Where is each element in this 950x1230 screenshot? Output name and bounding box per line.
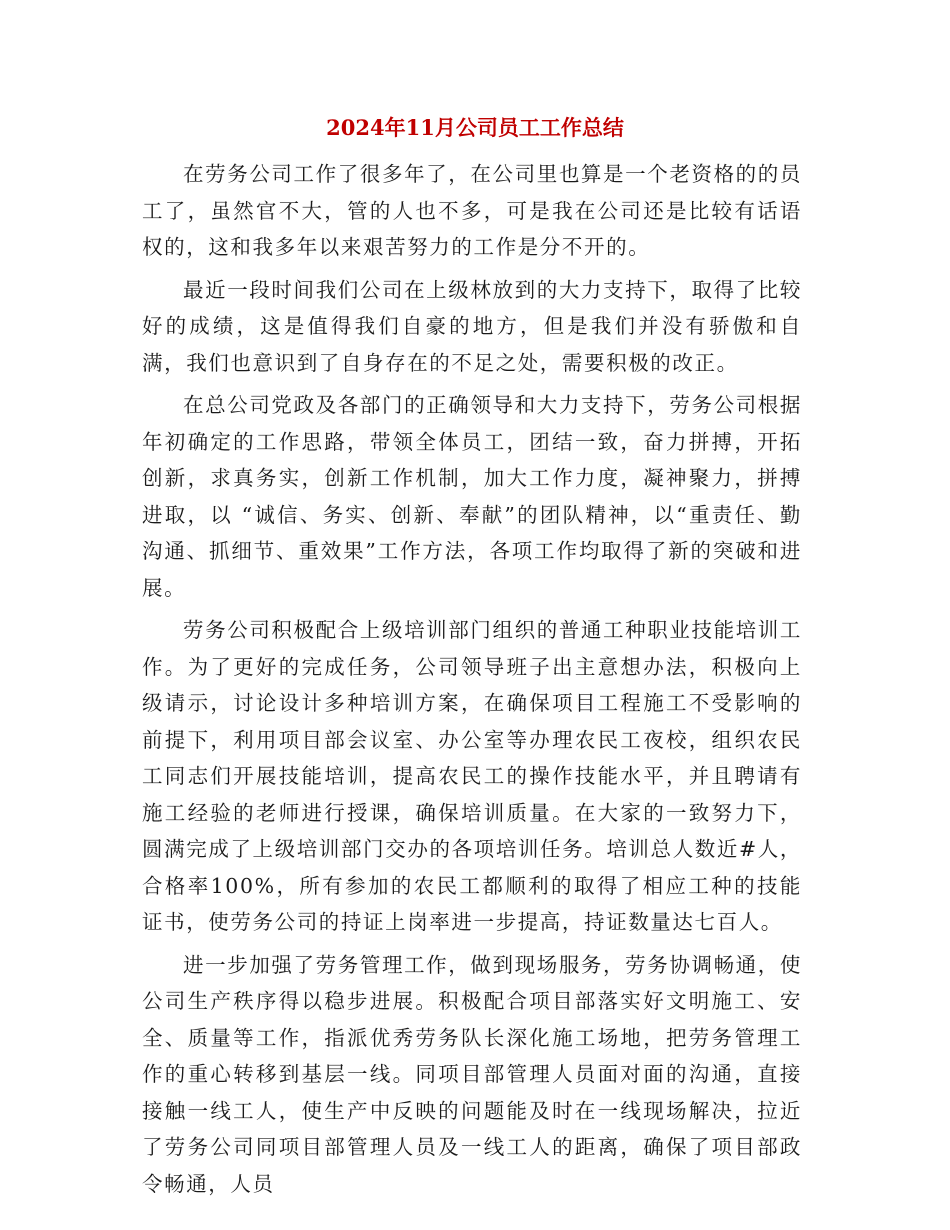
paragraph-3: 在总公司党政及各部门的正确领导和大力支持下，劳务公司根据年初确定的工作思路，带领全体员工，团结一致，奋力拼搏，开拓创新，求真务实，创新工作机制，加大工作力度，凝神聚力，拼搏进取，以 “诚信、务实、创新、奉献”的团队精神，以“重责任、勤沟通、抓细节、重效果”工作方法，各项工作均取得了新的突破和进展。 <box>142 393 802 600</box>
document-title: 2024年11月公司员工工作总结 <box>326 115 624 140</box>
paragraph-2: 最近一段时间我们公司在上级林放到的大力支持下，取得了比较好的成绩，这是值得我们自豪的地方，但是我们并没有骄傲和自满，我们也意识到了自身存在的不足之处，需要积极的改正。 <box>142 277 802 375</box>
paragraph-4: 劳务公司积极配合上级培训部门组织的普通工种职业技能培训工作。为了更好的完成任务，公司领导班子出主意想办法，积极向上级请示，讨论设计多种培训方案，在确保项目工程施工不受影响的前提下，利用项目部会议室、办公室等办理农民工夜校，组织农民工同志们开展技能培训，提高农民工的操作技能水平，并且聘请有施工经验的老师进行授课，确保培训质量。在大家的一致努力下，圆满完成了上级培训部门交办的各项培训任务。培训总人数近#人，合格率100%，所有参加的农民工都顺利的取得了相应工种的技能证书，使劳务公司的持证上岗率进一步提高，持证数量达七百人。 <box>142 618 802 934</box>
document-body <box>142 156 802 1208</box>
paragraph-1: 在劳务公司工作了很多年了，在公司里也算是一个老资格的的员工了，虽然官不大，管的人也不多，可是我在公司还是比较有话语权的，这和我多年以来艰苦努力的工作是分不开的。 <box>142 162 802 259</box>
paragraph-5: 进一步加强了劳务管理工作，做到现场服务，劳务协调畅通，使公司生产秩序得以稳步进展。积极配合项目部落实好文明施工、安全、质量等工作，指派优秀劳务队长深化施工场地，把劳务管理工作的重心转移到基层一线。同项目部管理人员面对面的沟通，直接接触一线工人，使生产中反映的问题能及时在一线现场解决，拉近了劳务公司同项目部管理人员及一线工人的距离，确保了项目部政令畅通，人员 <box>142 952 802 1196</box>
